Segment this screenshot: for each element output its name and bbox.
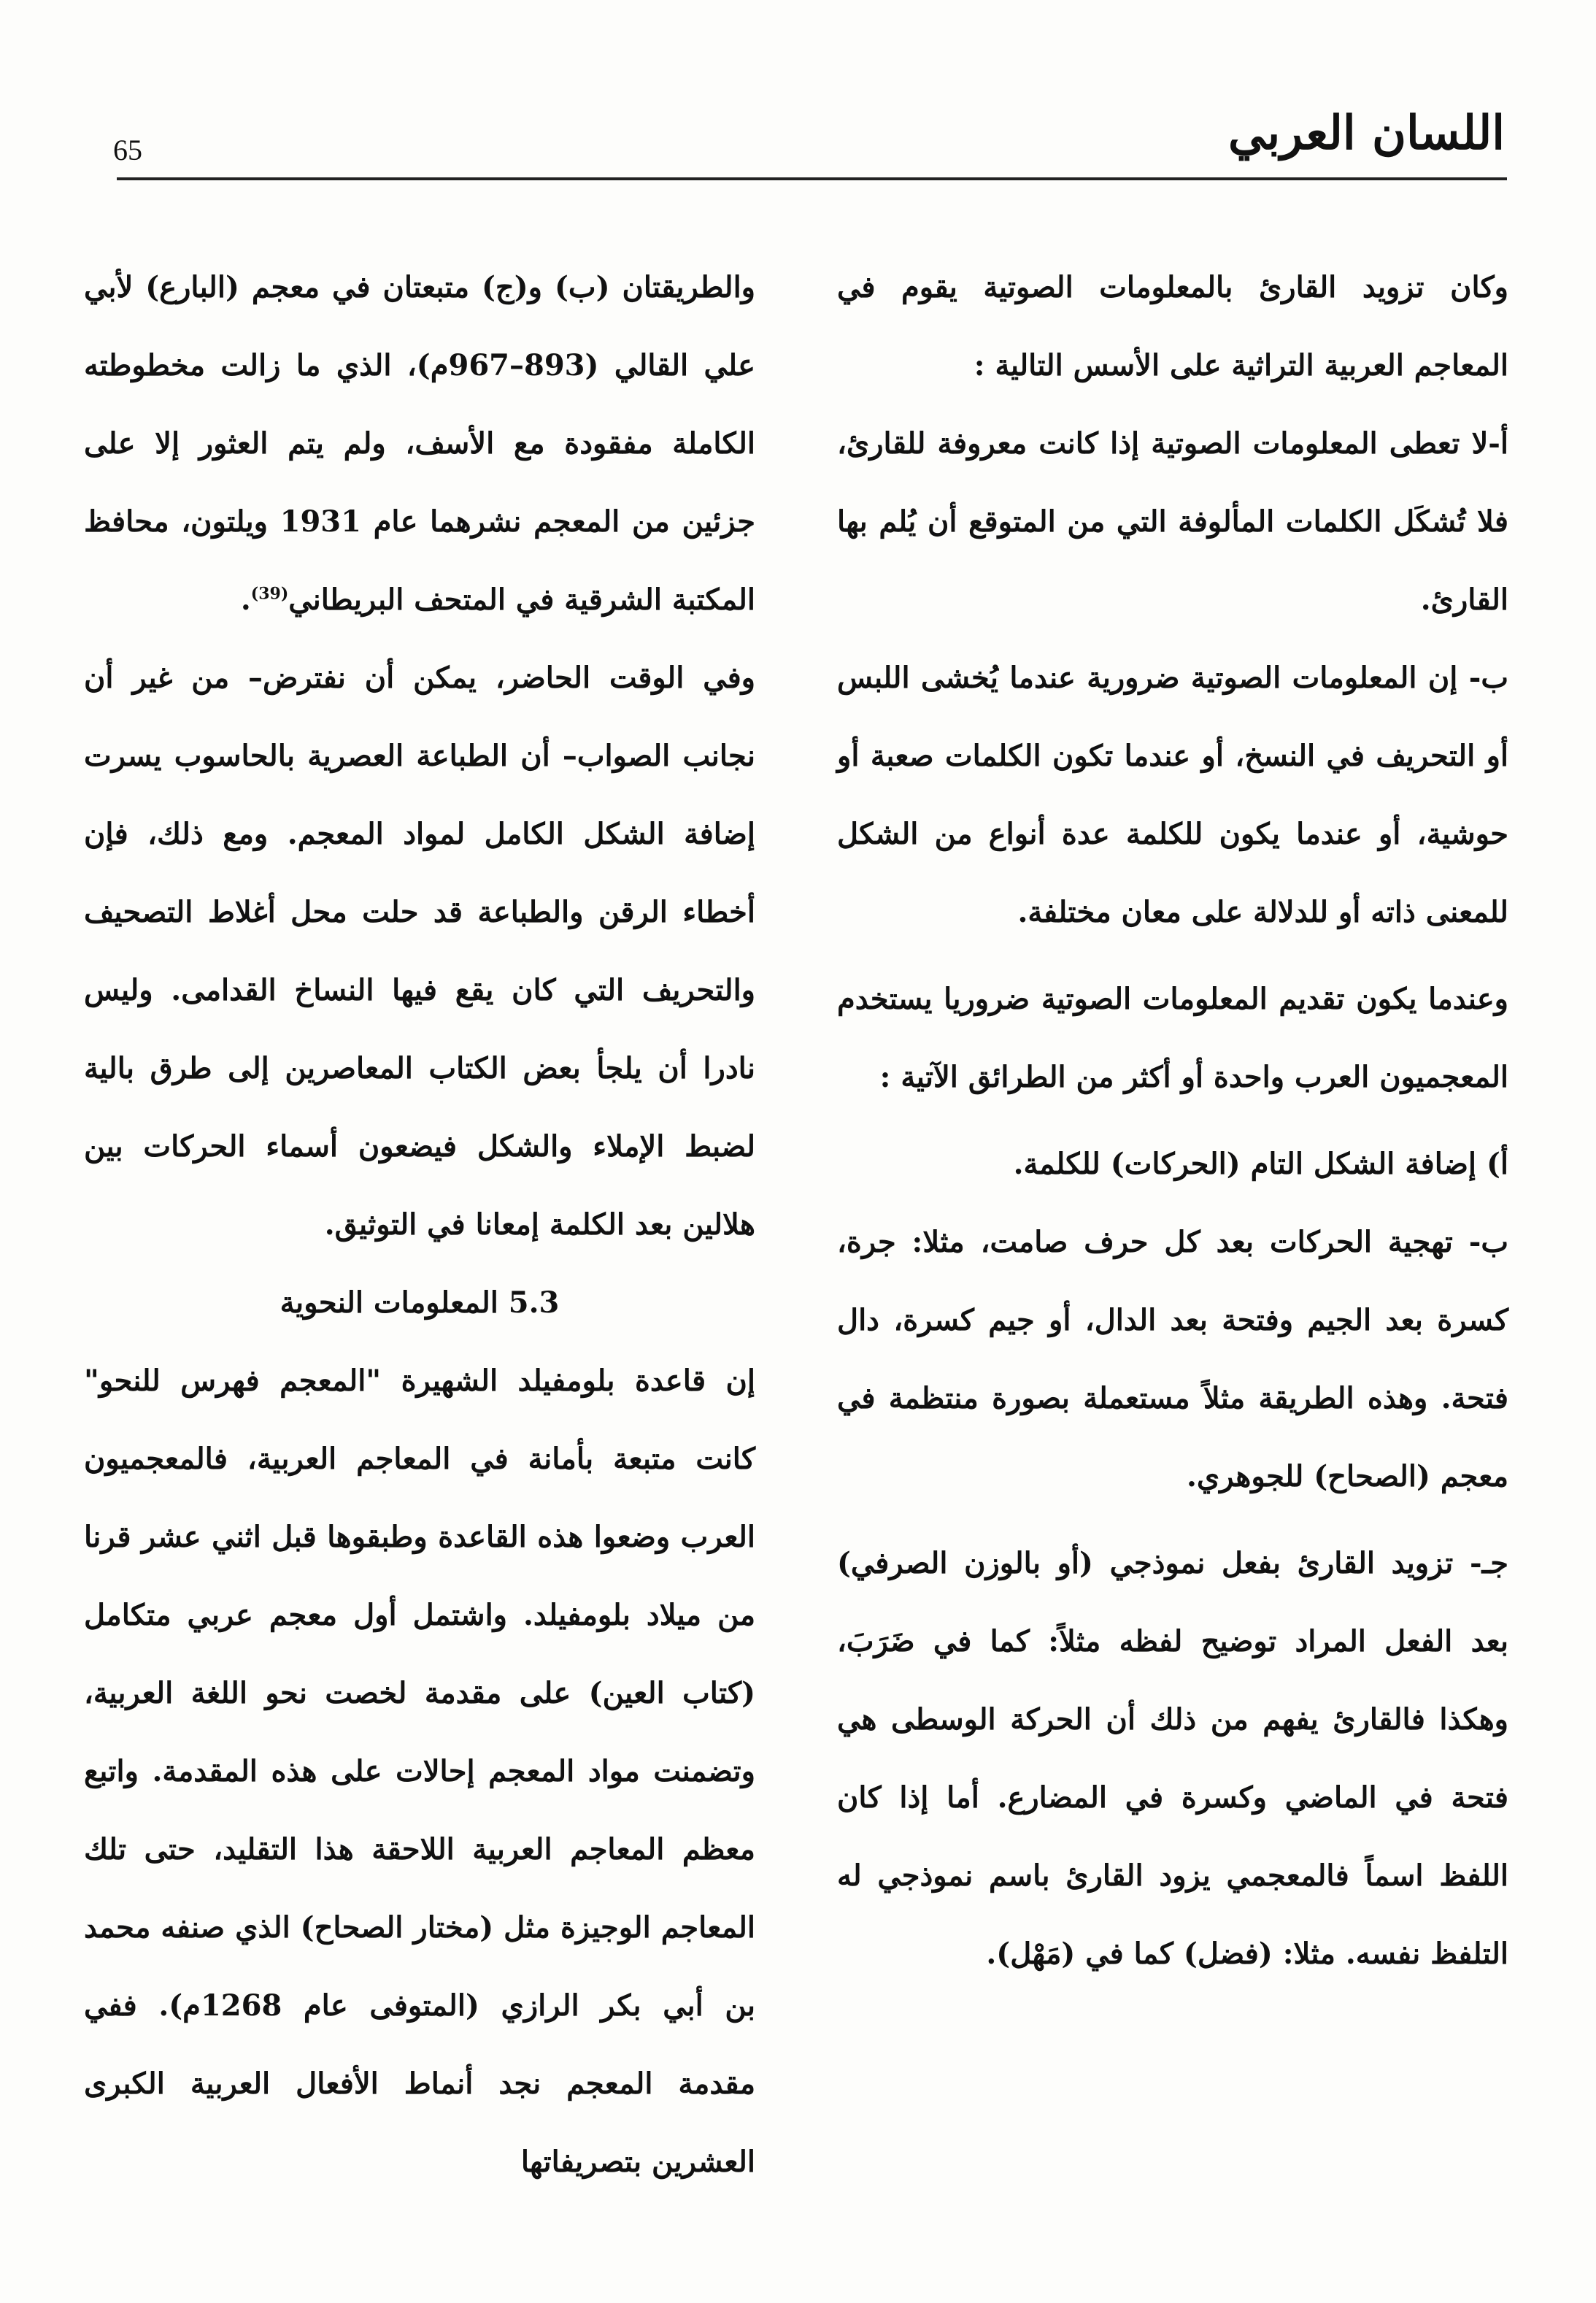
paragraph-text: والطريقتان (ب) و(ج) متبعتان في معجم (البارع) لأبي علي القالي (893–967م)، الذي ما زالت مخطوطته الكاملة مفقودة مع الأسف، ولم يتم العثور إلا على جزئين من المعجم نشرهما عام 1931 ويلتون، محافظ المكتبة الشرقية في المتحف البريطاني bbox=[84, 270, 756, 617]
list-item: ب- تهجية الحركات بعد كل حرف صامت، مثلا: جرة، كسرة بعد الجيم وفتحة بعد الدال، أو جيم كسرة، دال فتحة. وهذه الطريقة مثلاً مستعملة بصورة منتظمة في معجم (الصحاح) للجوهري. bbox=[837, 1225, 1508, 1493]
journal-title: اللسان العربي bbox=[1228, 106, 1505, 161]
left-column bbox=[84, 248, 755, 2201]
paragraph-end: . bbox=[240, 583, 251, 617]
list-item: جـ- تزويد القارئ بفعل نموذجي (أو بالوزن الصرفي) بعد الفعل المراد توضيح لفظه مثلاً: كما في ضَرَبَ، وهكذا فالقارئ يفهم من ذلك أن الحركة الوسطى هي فتحة في الماضي وكسرة في المضارع. أما إذا كان اللفظ اسماً فالمعجمي يزود القارئ باسم نموذجي له التلفظ نفسه. مثلا: (فضل) كما في (مَهْل). bbox=[837, 1546, 1508, 1971]
section-heading: 5.3 المعلومات النحوية bbox=[280, 1285, 560, 1320]
paragraph: وفي الوقت الحاضر، يمكن أن نفترض– من غير أن نجانب الصواب– أن الطباعة العصرية بالحاسوب يسرت إضافة الشكل الكامل لمواد المعجم. ومع ذلك، فإن أخطاء الرقن والطباعة قد حلت محل أغلاط التصحيف والتحريف التي كان يقع فيها النساخ القدامى. وليس نادرا أن يلجأ بعض الكتاب المعاصرين إلى طرق بالية لضبط الإملاء والشكل فيضعون أسماء الحركات بين هلالين بعد الكلمة إمعانا في التوثيق. bbox=[84, 661, 755, 1242]
page-number: 65 bbox=[113, 134, 142, 166]
page-header bbox=[0, 0, 1596, 197]
list-item: أ-لا تعطى المعلومات الصوتية إذا كانت معروفة للقارئ، فلا تُشكَل الكلمات المألوفة التي من المتوقع أن يُلم بها القارئ. bbox=[837, 426, 1509, 617]
right-column bbox=[837, 248, 1508, 1993]
header-rule bbox=[117, 177, 1507, 180]
list-item: أ) إضافة الشكل التام (الحركات) للكلمة. bbox=[1013, 1147, 1508, 1181]
paragraph bbox=[84, 248, 755, 639]
paragraph: وعندما يكون تقديم المعلومات الصوتية ضروريا يستخدم المعجميون العرب واحدة أو أكثر من الطرائق الآتية : bbox=[837, 982, 1508, 1094]
footnote-ref: (39) bbox=[250, 584, 289, 604]
list-item: ب- إن المعلومات الصوتية ضرورية عندما يُخشى اللبس أو التحريف في النسخ، أو عندما تكون الكلمات صعبة أو حوشية، أو عندما يكون للكلمة عدة أنواع من الشكل للمعنى ذاته أو للدلالة على معان مختلفة. bbox=[837, 661, 1508, 929]
paragraph: إن قاعدة بلومفيلد الشهيرة "المعجم فهرس للنحو" كانت متبعة بأمانة في المعاجم العربية، فالمعجميون العرب وضعوا هذه القاعدة وطبقوها قبل اثني عشر قرنا من ميلاد بلومفيلد. واشتمل أول معجم عربي متكامل (كتاب العين) على مقدمة لخصت نحو اللغة العربية، وتضمنت مواد المعجم إحالات على هذه المقدمة. واتبع معظم المعاجم العربية اللاحقة هذا التقليد، حتى تلك المعاجم الوجيزة مثل (مختار الصحاح) الذي صنفه محمد بن أبي بكر الرازي (المتوفى عام 1268م). ففي مقدمة المعجم نجد أنماط الأفعال العربية الكبرى العشرين بتصريفاتها bbox=[84, 1364, 755, 2179]
paragraph: وكان تزويد القارئ بالمعلومات الصوتية يقوم في المعاجم العربية التراثية على الأسس التالية : bbox=[837, 270, 1508, 382]
